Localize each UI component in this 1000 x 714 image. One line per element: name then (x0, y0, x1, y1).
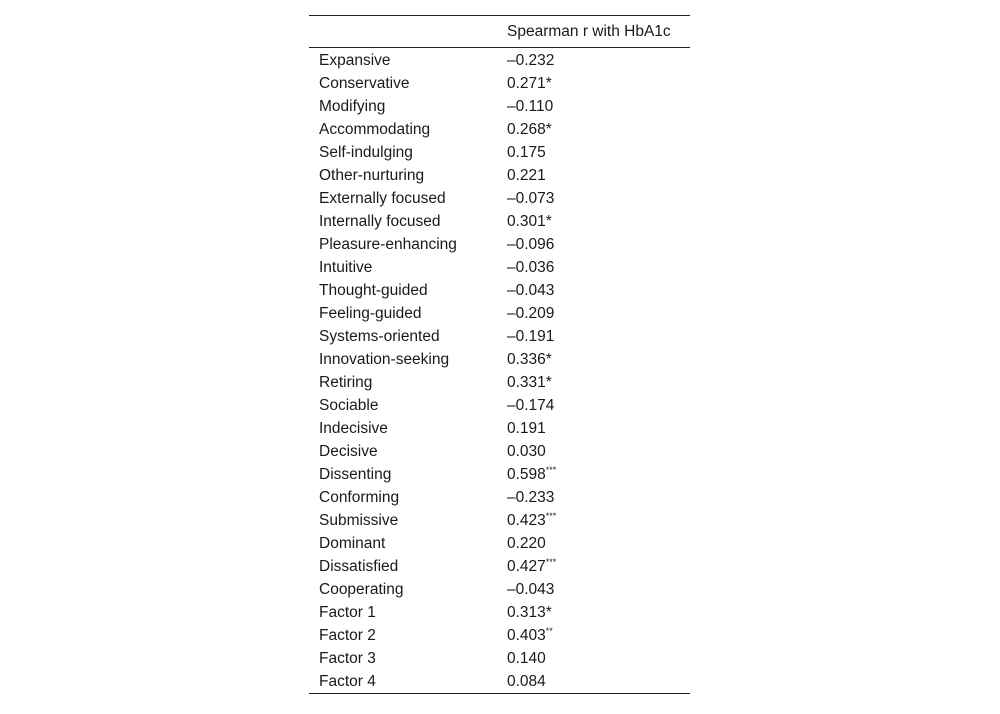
row-value-cell (507, 302, 690, 325)
header-row (309, 16, 690, 48)
row-label: Submissive (319, 512, 399, 529)
row-value-cell (507, 463, 690, 486)
table-row (309, 463, 690, 486)
row-value: 0.221 (507, 167, 546, 184)
row-label: Sociable (319, 397, 379, 414)
table-row (309, 164, 690, 187)
row-value: –0.043 (507, 282, 555, 299)
row-label: Modifying (319, 98, 386, 115)
row-value-cell (507, 371, 690, 394)
table-row (309, 509, 690, 532)
row-label: Pleasure-enhancing (319, 236, 457, 253)
row-value: 0.175 (507, 144, 546, 161)
row-value: –0.036 (507, 259, 555, 276)
row-label: Thought-guided (319, 282, 428, 299)
row-value-cell (507, 670, 690, 694)
row-value: 0.084 (507, 673, 546, 690)
table-row (309, 371, 690, 394)
table-row (309, 256, 690, 279)
table-row (309, 210, 690, 233)
row-value: 0.427 (507, 558, 546, 575)
row-value: 0.313* (507, 604, 552, 621)
footer-rule-row (309, 694, 690, 695)
row-value: 0.271* (507, 75, 552, 92)
row-value-cell (507, 578, 690, 601)
row-value: 0.140 (507, 650, 546, 667)
table-row (309, 624, 690, 647)
row-value: –0.096 (507, 236, 555, 253)
table-row (309, 647, 690, 670)
significance-marker: ** (545, 626, 553, 636)
row-label: Dominant (319, 535, 386, 552)
row-label: Indecisive (319, 420, 388, 437)
table-row (309, 141, 690, 164)
table-footer-rule (309, 694, 690, 695)
table-row (309, 670, 690, 694)
row-value: –0.209 (507, 305, 555, 322)
row-label: Conforming (319, 489, 400, 506)
row-label: Conservative (319, 75, 410, 92)
row-value-cell (507, 532, 690, 555)
row-value-cell (507, 141, 690, 164)
row-label: Cooperating (319, 581, 404, 598)
table-body (309, 48, 690, 694)
row-label: Accommodating (319, 121, 431, 138)
row-label: Internally focused (319, 213, 441, 230)
row-value: –0.073 (507, 190, 555, 207)
row-label: Retiring (319, 374, 373, 391)
table-row (309, 302, 690, 325)
header-label-column (309, 16, 507, 48)
table-row (309, 72, 690, 95)
row-value-cell (507, 210, 690, 233)
table-row (309, 417, 690, 440)
table-row (309, 325, 690, 348)
row-value-cell (507, 279, 690, 302)
row-value-cell (507, 624, 690, 647)
table-row (309, 555, 690, 578)
table-row (309, 233, 690, 256)
table-row (309, 440, 690, 463)
row-value-cell (507, 647, 690, 670)
row-value: 0.030 (507, 443, 546, 460)
row-value-cell (507, 486, 690, 509)
table-header (309, 16, 690, 48)
row-label: Factor 2 (319, 627, 376, 644)
table-row (309, 49, 690, 72)
row-value: 0.403 (507, 627, 546, 644)
row-value-cell (507, 49, 690, 72)
row-value: –0.043 (507, 581, 555, 598)
significance-marker: *** (545, 511, 557, 521)
row-value-cell (507, 348, 690, 371)
row-value: 0.423 (507, 512, 546, 529)
header-value-column: Spearman r with HbA1c (507, 22, 671, 40)
row-label: Factor 1 (319, 604, 376, 621)
significance-marker: *** (545, 557, 557, 567)
row-value: 0.191 (507, 420, 546, 437)
table-row (309, 187, 690, 210)
row-label: Innovation-seeking (319, 351, 450, 368)
row-value: –0.110 (507, 98, 554, 115)
table-row (309, 348, 690, 371)
row-value-cell (507, 417, 690, 440)
correlation-table-container (309, 15, 690, 694)
row-value-cell (507, 601, 690, 624)
row-value-cell (507, 555, 690, 578)
row-label: Dissenting (319, 466, 392, 483)
row-value: –0.233 (507, 489, 555, 506)
row-label: Factor 3 (319, 650, 376, 667)
table-row (309, 532, 690, 555)
row-label: Systems-oriented (319, 328, 440, 345)
row-label: Self-indulging (319, 144, 413, 161)
row-value: –0.174 (507, 397, 555, 414)
row-value-cell (507, 509, 690, 532)
row-label: Expansive (319, 52, 391, 69)
row-value: –0.232 (507, 52, 555, 69)
table-row (309, 118, 690, 141)
significance-marker: *** (545, 465, 557, 475)
correlation-table (309, 15, 690, 694)
row-value: 0.336* (507, 351, 552, 368)
row-value: 0.301* (507, 213, 552, 230)
table-row (309, 394, 690, 417)
row-label: Feeling-guided (319, 305, 422, 322)
row-value: 0.268* (507, 121, 552, 138)
row-value-cell (507, 95, 690, 118)
table-row (309, 279, 690, 302)
row-label: Intuitive (319, 259, 373, 276)
row-value: 0.598 (507, 466, 546, 483)
row-label: Dissatisfied (319, 558, 399, 575)
row-label: Externally focused (319, 190, 446, 207)
row-value-cell (507, 164, 690, 187)
table-row (309, 95, 690, 118)
row-value-cell (507, 325, 690, 348)
row-label: Factor 4 (319, 673, 376, 690)
row-label: Other-nurturing (319, 167, 425, 184)
row-value-cell (507, 233, 690, 256)
row-value-cell (507, 187, 690, 210)
row-value: 0.220 (507, 535, 546, 552)
row-value: 0.331* (507, 374, 552, 391)
row-label: Decisive (319, 443, 378, 460)
row-value-cell (507, 118, 690, 141)
row-value-cell (507, 256, 690, 279)
table-row (309, 601, 690, 624)
row-value-cell (507, 440, 690, 463)
row-value-cell (507, 394, 690, 417)
table-row (309, 486, 690, 509)
row-value: –0.191 (507, 328, 555, 345)
row-value-cell (507, 72, 690, 95)
table-row (309, 578, 690, 601)
